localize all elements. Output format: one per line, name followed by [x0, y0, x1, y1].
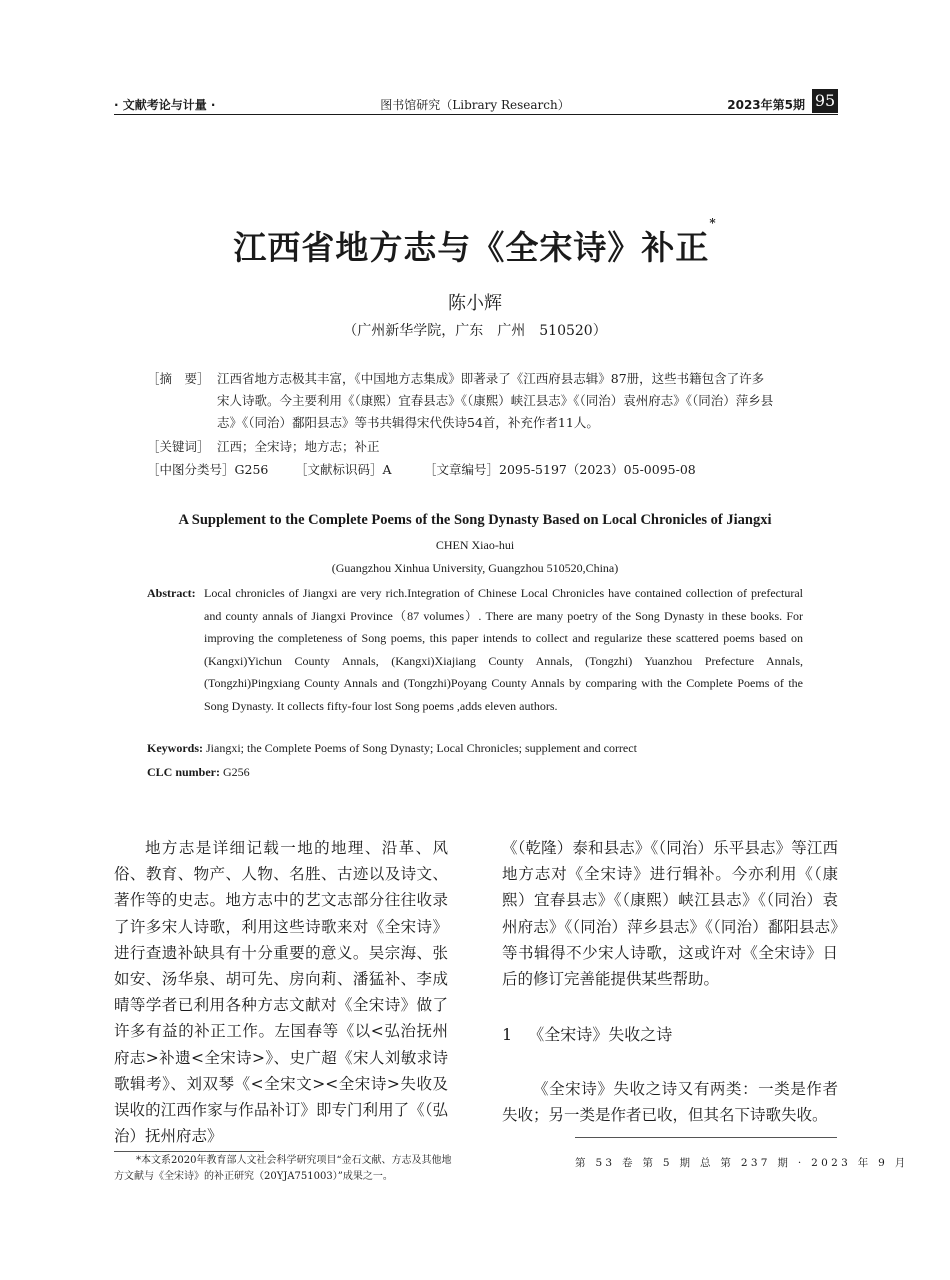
funding-footnote: *本文系2020年教育部人文社会科学研究项目“金石文献、方志及其他地方文献与《全宋诗》的补正研究（20YJA751003）”成果之一。 — [114, 1155, 452, 1182]
english-keywords-label: Keywords: — [147, 741, 203, 755]
cn-abstract-line: 宋人诗歌。今主要利用《（康熙）宜春县志》《（康熙）峡江县志》《（同治）袁州府志》《（同治）萍乡县 — [217, 393, 774, 408]
english-keywords-text: Jiangxi; the Complete Poems of Song Dynasty; Local Chronicles; supplement and correct — [206, 741, 637, 755]
doc-code-value: A — [382, 462, 392, 477]
article-no-label: ［文章编号］ — [424, 462, 500, 477]
section-title: 《全宋诗》失收之诗 — [528, 1025, 673, 1044]
cn-keywords-text: 江西；全宋诗；地方志；补正 — [217, 439, 380, 454]
cn-keywords-label: ［关键词］ — [147, 439, 210, 454]
article-title-text: 江西省地方志与《全宋诗》补正 — [233, 228, 710, 267]
running-header-section: · 文献考论与计量 · — [114, 98, 216, 112]
page-number: 95 — [812, 89, 838, 113]
doc-code-label: ［文献标识码］ — [295, 462, 383, 477]
english-author: CHEN Xiao-hui — [435, 538, 515, 552]
cn-keywords — [147, 436, 809, 458]
english-title: A Supplement to the Complete Poems of the Song Dynasty Based on Local Chronicles of Jiangxi — [178, 512, 772, 528]
running-header-journal: 图书馆研究（Library Research） — [380, 98, 570, 112]
body-right-paragraph-2: 《全宋诗》失收之诗又有两类：一类是作者失收；另一类是作者已收，但其名下诗歌失收。 — [502, 1080, 838, 1125]
english-abstract — [147, 582, 803, 718]
clc-value: G256 — [234, 462, 269, 477]
clc-label: ［中图分类号］ — [147, 462, 235, 477]
english-affiliation: (Guangzhou Xinhua University, Guangzhou 510520,China) — [331, 561, 619, 575]
english-abstract-text: Local chronicles of Jiangxi are very rich.Integration of Chinese Local Chronicles have contained collection of prefectural and county annals of Jiangxi Province（87 volumes）. There are many poetry of the Song Dynasty in these books. For improving the completeness of Song poems, this paper intends to collect and regularize these scattered poems based on (Kangxi)Yichun County Annals, (Kangxi)Xiajiang County Annals, (Tongzhi) Yuanzhou Prefecture Annals, (Tongzhi)Pingxiang County Annals and (Tongzhi)Poyang County Annals by comparing with the Complete Poems of the Song Dynasty. It collects fifty-four lost Song poems ,adds eleven authors. — [204, 586, 803, 713]
cn-abstract-label: ［摘 要］ — [147, 371, 210, 386]
footer-issue-info: 第 53 卷 第 5 期 总 第 237 期 · 2023 年 9 月 — [575, 1157, 909, 1169]
body-left-column: 地方志是详细记载一地的地理、沿革、风俗、教育、物产、人物、名胜、古迹以及诗文、著作等的史志。地方志中的艺文志部分往往收录了许多宋人诗歌，利用这些诗歌来对《全宋诗》进行查遗补缺具有十分重要的意义。吴宗海、张如安、汤华泉、胡可先、房向莉、潘猛补、李成晴等学者已利用各种方志文献对《全宋诗》做了许多有益的补正工作。左国春等《以<弘治抚州府志>补遗<全宋诗>》、史广超《宋人刘敏求诗歌辑考》、刘双琴《<全宋文><全宋诗>失收及误收的江西作家与作品补订》即专门利用了《（弘治）抚州府志》 — [114, 839, 448, 1146]
body-right-paragraph: 《（乾隆）泰和县志》《（同治）乐平县志》等江西地方志对《全宋诗》进行辑补。今亦利用《（康熙）宜春县志》《（康熙）峡江县志》《（同治）袁州府志》《（同治）萍乡县志》《（同治）鄱阳县志》等书辑得不少宋人诗歌，这或许对《全宋诗》日后的修订完善能提供某些帮助。 — [502, 839, 838, 989]
english-clc-label: CLC number: — [147, 765, 221, 779]
english-keywords — [147, 741, 637, 756]
footer-rule — [575, 1137, 837, 1138]
cn-abstract-body — [217, 368, 809, 434]
cn-abstract — [147, 368, 809, 438]
title-footnote-mark: * — [709, 216, 717, 230]
footnote-rule — [114, 1151, 264, 1152]
article-no-value: 2095-5197（2023）05-0095-08 — [499, 462, 696, 477]
cn-meta — [147, 459, 809, 481]
cn-abstract-line: 江西省地方志极其丰富，《中国地方志集成》即著录了《江西府县志辑》87册，这些书籍包含了许多 — [217, 371, 765, 386]
english-clc-value: G256 — [223, 765, 250, 779]
english-abstract-label: Abstract: — [147, 586, 196, 600]
cn-abstract-line: 志》《（同治）鄱阳县志》等书共辑得宋代佚诗54首，补充作者11人。 — [217, 415, 599, 430]
article-title — [0, 216, 950, 269]
section-heading — [502, 1022, 672, 1045]
header-rule — [114, 114, 838, 115]
author-affiliation: （广州新华学院，广东 广州 510520） — [343, 323, 607, 339]
section-number: 1 — [502, 1025, 513, 1044]
english-clc — [147, 765, 250, 780]
author-name: 陈小辉 — [448, 293, 502, 314]
running-header-issue: 2023年第5期 — [727, 98, 805, 112]
